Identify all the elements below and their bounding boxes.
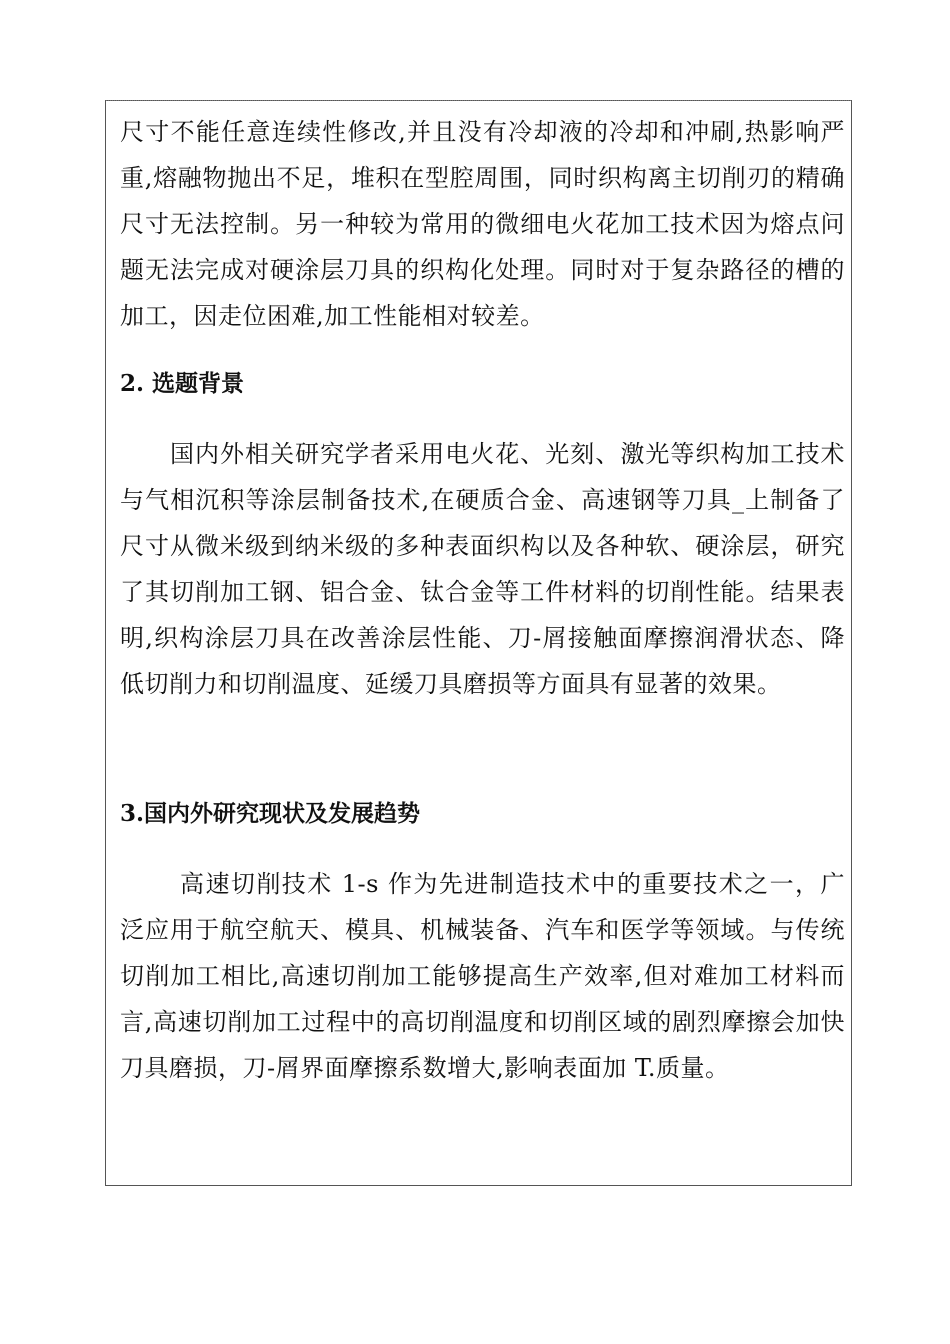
section-heading-research-status: 3.国内外研究现状及发展趋势 <box>120 800 421 827</box>
document-frame <box>105 100 852 1186</box>
paragraph-research-status: 高速切削技术 1-s 作为先进制造技术中的重要技术之一，广泛应用于航空航天、模具、机械装备、汽车和医学等领域。与传统切削加工相比,高速切削加工能够提高生产效率,但对难加工材料而言,高速切削加工过程中的高切削温度和切削区域的剧烈摩擦会加快刀具磨损，刀-屑界面摩擦系数增大,影响表面加 T.质量。 <box>120 870 845 1082</box>
section-heading-background: 2. 选题背景 <box>120 370 245 397</box>
paragraph-continuation: 尺寸不能任意连续性修改,并且没有冷却液的冷却和冲刷,热影响严重,熔融物抛出不足，堆积在型腔周围，同时织构离主切削刃的精确尺寸无法控制。另一种较为常用的微细电火花加工技术因为熔点问题无法完成对硬涂层刀具的织构化处理。同时对于复杂路径的槽的加工，因走位困难,加工性能相对较差。 <box>120 118 845 330</box>
paragraph-background: 国内外相关研究学者采用电火花、光刻、激光等织构加工技术与气相沉积等涂层制备技术,在硬质合金、高速钢等刀具_上制备了尺寸从微米级到纳米级的多种表面织构以及各种软、硬涂层，研究了其切削加工钢、铝合金、钛合金等工件材料的切削性能。结果表明,织构涂层刀具在改善涂层性能、刀-屑接触面摩擦润滑状态、降低切削力和切削温度、延缓刀具磨损等方面具有显著的效果。 <box>120 440 845 698</box>
document-content <box>120 101 845 1091</box>
